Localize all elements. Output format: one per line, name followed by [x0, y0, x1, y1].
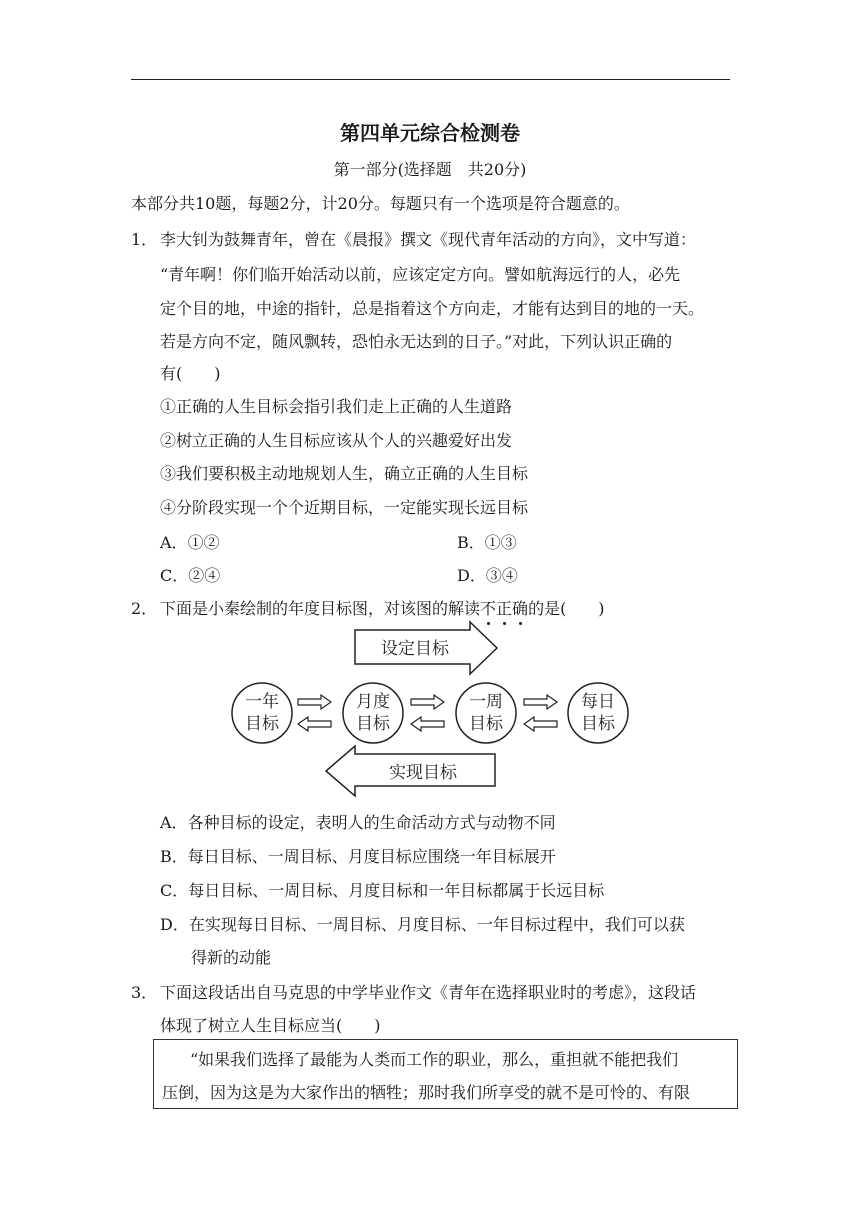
emphasis-char: 正 — [496, 599, 513, 618]
section-heading: 第一部分(选择题 共20分) — [333, 160, 527, 179]
q3-number: 3． — [131, 983, 158, 1002]
goal-circle-week — [456, 683, 516, 743]
circle-label: 每日 — [581, 692, 615, 712]
circle-label: 目标 — [469, 714, 503, 734]
header-rule — [131, 79, 730, 80]
circle-label: 一年 — [245, 692, 279, 712]
option-text: ③④ — [485, 566, 518, 585]
option-letter: C． — [160, 566, 189, 585]
q1-stem-line: “青年啊！你们临开始活动以前，应该定定方向。譬如航海远行的人，必先 — [160, 265, 681, 284]
q2-option-c[interactable] — [160, 878, 604, 901]
q2-stem-before: 下面是小秦绘制的年度目标图，对该图的解读 — [160, 599, 481, 618]
left-arrow-icon — [298, 717, 331, 731]
set-goal-label: 设定目标 — [381, 639, 449, 659]
option-letter: A． — [160, 533, 188, 552]
circle-label: 目标 — [245, 714, 279, 734]
q1-option-c[interactable] — [160, 563, 220, 586]
option-text: ①② — [187, 533, 220, 552]
q3-stem-line: 下面这段话出自马克思的中学毕业作文《青年在选择职业时的考虑》，这段话 — [160, 983, 697, 1002]
circle-label: 月度 — [356, 692, 390, 712]
goal-circle-month — [343, 683, 403, 743]
q1-number: 1． — [131, 230, 158, 249]
q1-option-b[interactable] — [457, 530, 517, 553]
q1-statement: ③我们要积极主动地规划人生，确立正确的人生目标 — [160, 464, 529, 483]
option-letter: B． — [160, 847, 188, 866]
instructions: 本部分共10题，每题2分，计20分。每题只有一个选项是符合题意的。 — [131, 194, 630, 213]
q1-option-d[interactable] — [457, 563, 518, 586]
quote-line: “如果我们选择了最能为人类而工作的职业，那么，重担就不能把我们 — [190, 1050, 679, 1069]
q2-number: 2． — [131, 599, 158, 618]
right-arrow-icon — [298, 695, 331, 709]
option-text: 每日目标、一周目标、月度目标和一年目标都属于长远目标 — [188, 881, 605, 900]
quote-line: 压倒，因为这是为大家作出的牺牲；那时我们所享受的就不是可怜的、有限 — [162, 1083, 691, 1102]
right-arrow-icon — [524, 695, 557, 709]
option-letter: B． — [457, 533, 485, 552]
q1-stem-line: 定个目的地，中途的指针，总是指着这个方向走，才能有达到目的地的一天。 — [160, 299, 705, 318]
q2-option-d-continuation: 得新的动能 — [191, 948, 272, 967]
option-letter: A． — [160, 813, 188, 832]
page-title: 第四单元综合检测卷 — [340, 121, 520, 145]
circle-label: 目标 — [581, 714, 615, 734]
option-text: 在实现每日目标、一周目标、月度目标、一年目标过程中，我们可以获 — [188, 915, 685, 934]
q1-stem-line: 有( ) — [160, 364, 221, 383]
q2-stem-emphasis — [480, 599, 528, 618]
q2-option-b[interactable] — [160, 844, 556, 867]
circle-label: 一周 — [469, 692, 503, 712]
q3-stem-line: 体现了树立人生目标应当( ) — [160, 1016, 381, 1035]
q2-option-a[interactable] — [160, 810, 556, 833]
q1-stem-line: 李大钊为鼓舞青年，曾在《晨报》撰文《现代青年活动的方向》，文中写道： — [160, 230, 697, 249]
option-text: ②④ — [188, 566, 221, 585]
q2-stem — [160, 596, 605, 619]
q1-statement: ②树立正确的人生目标应该从个人的兴趣爱好出发 — [160, 431, 513, 450]
option-letter: D． — [160, 915, 189, 934]
q2-option-d[interactable] — [160, 912, 685, 935]
goal-circle-year — [232, 683, 292, 743]
emphasis-char: 不 — [480, 599, 497, 618]
option-text: 各种目标的设定，表明人的生命活动方式与动物不同 — [187, 813, 556, 832]
goal-circle-day — [568, 683, 628, 743]
left-arrow-icon — [524, 717, 557, 731]
option-letter: D． — [457, 566, 486, 585]
q1-stem-line: 若是方向不定，随风飘转，恐怕永无达到的日子。”对此，下列认识正确的 — [160, 332, 673, 351]
q1-statement: ①正确的人生目标会指引我们走上正确的人生道路 — [160, 397, 513, 416]
left-arrow-icon — [411, 717, 444, 731]
q1-option-a[interactable] — [160, 530, 220, 553]
emphasis-char: 确 — [512, 599, 529, 618]
circle-label: 目标 — [356, 714, 390, 734]
option-text: ①③ — [484, 533, 517, 552]
goal-diagram — [220, 620, 640, 800]
option-text: 每日目标、一周目标、月度目标应围绕一年目标展开 — [187, 847, 556, 866]
achieve-goal-label: 实现目标 — [389, 763, 457, 783]
q2-stem-after: 的是( ) — [528, 599, 605, 618]
option-letter: C． — [160, 881, 189, 900]
right-arrow-icon — [411, 695, 444, 709]
q1-statement: ④分阶段实现一个个近期目标，一定能实现长远目标 — [160, 498, 529, 517]
